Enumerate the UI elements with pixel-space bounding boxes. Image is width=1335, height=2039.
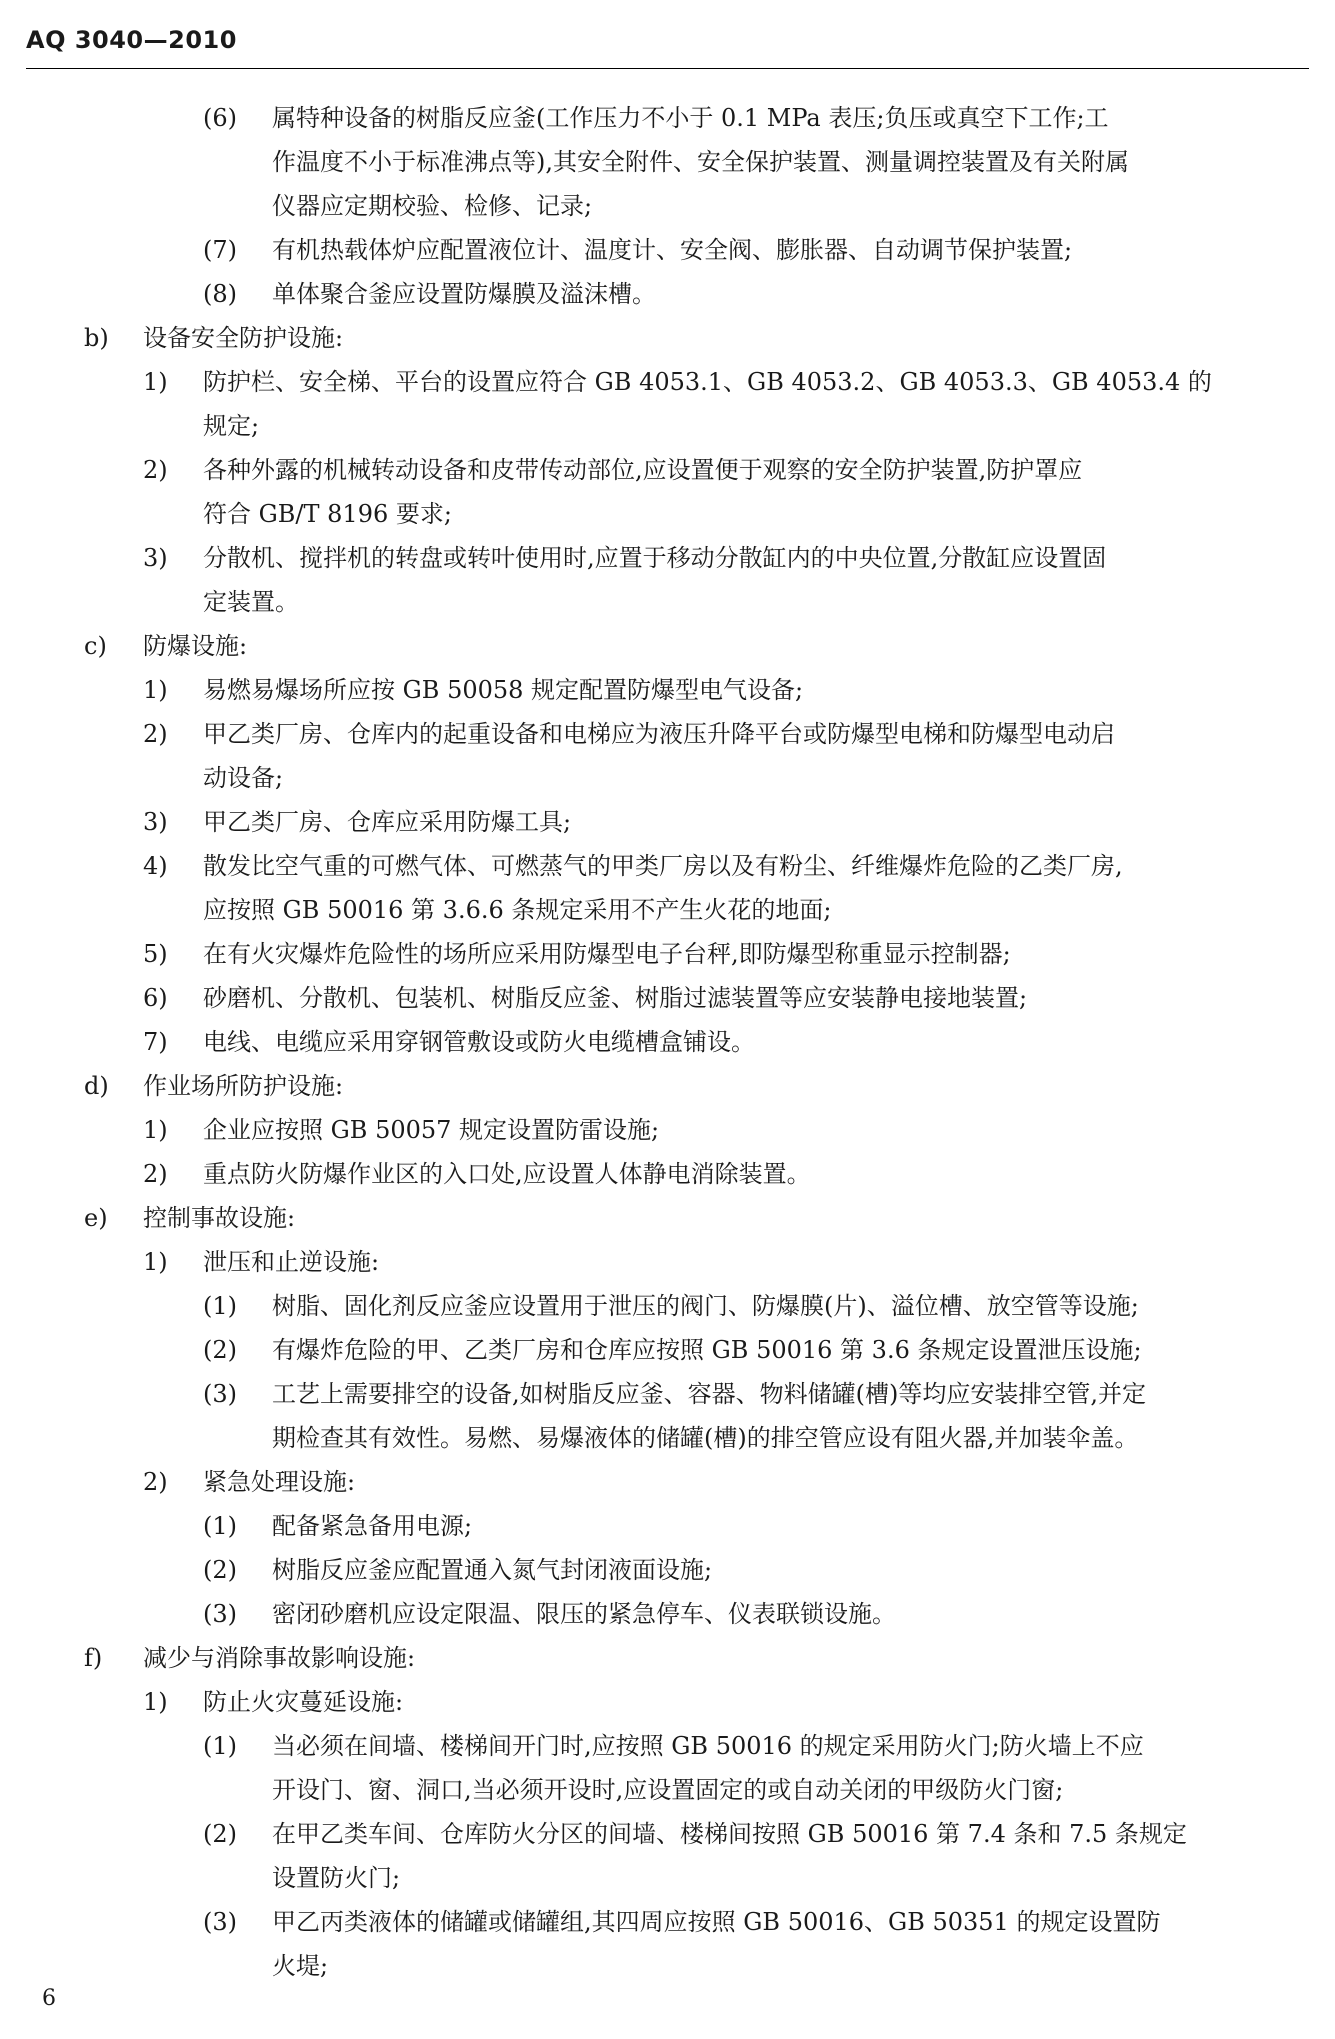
list-item-text: 甲乙丙类液体的储罐或储罐组,其四周应按照 GB 50016、GB 50351 的规定设置防 <box>272 1908 1161 1936</box>
text-line <box>0 1416 1335 1460</box>
list-item-text: 作业场所防护设施: <box>143 1072 344 1100</box>
list-item-text: 期检查其有效性。易燃、易爆液体的储罐(槽)的排空管应设有阻火器,并加装伞盖。 <box>272 1424 1139 1452</box>
text-line <box>0 1240 1335 1284</box>
list-marker: 7) <box>143 1028 168 1056</box>
text-line <box>0 1460 1335 1504</box>
text-line <box>0 184 1335 228</box>
list-marker: 2) <box>143 456 168 484</box>
list-item-text: 易燃易爆场所应按 GB 50058 规定配置防爆型电气设备; <box>203 676 804 704</box>
text-line <box>0 756 1335 800</box>
list-item-text: 开设门、窗、洞口,当必须开设时,应设置固定的或自动关闭的甲级防火门窗; <box>272 1776 1064 1804</box>
header-rule <box>26 68 1309 69</box>
list-marker: 2) <box>143 720 168 748</box>
list-marker: (1) <box>203 1512 237 1540</box>
text-line <box>0 360 1335 404</box>
list-item-text: 减少与消除事故影响设施: <box>143 1644 416 1672</box>
list-item-text: 有机热载体炉应配置液位计、温度计、安全阀、膨胀器、自动调节保护装置; <box>272 236 1073 264</box>
text-line <box>0 1064 1335 1108</box>
list-marker: 1) <box>143 1116 168 1144</box>
list-item-text: 应按照 GB 50016 第 3.6.6 条规定采用不产生火花的地面; <box>203 896 832 924</box>
list-marker: 3) <box>143 808 168 836</box>
list-marker: (1) <box>203 1292 237 1320</box>
text-line <box>0 1856 1335 1900</box>
list-marker: (8) <box>203 280 237 308</box>
list-item-text: 重点防火防爆作业区的入口处,应设置人体静电消除装置。 <box>203 1160 811 1188</box>
list-item-text: 火堤; <box>272 1952 329 1980</box>
text-line <box>0 1812 1335 1856</box>
list-marker: (2) <box>203 1556 237 1584</box>
text-line <box>0 140 1335 184</box>
text-line <box>0 404 1335 448</box>
text-line <box>0 1020 1335 1064</box>
text-line <box>0 228 1335 272</box>
text-line <box>0 448 1335 492</box>
list-item-text: 树脂、固化剂反应釜应设置用于泄压的阀门、防爆膜(片)、溢位槽、放空管等设施; <box>272 1292 1139 1320</box>
text-line <box>0 1724 1335 1768</box>
list-item-text: 配备紧急备用电源; <box>272 1512 473 1540</box>
list-item-text: 防护栏、安全梯、平台的设置应符合 GB 4053.1、GB 4053.2、GB 4053.3、GB 4053.4 的 <box>203 368 1212 396</box>
text-line <box>0 1504 1335 1548</box>
list-item-text: 散发比空气重的可燃气体、可燃蒸气的甲类厂房以及有粉尘、纤维爆炸危险的乙类厂房, <box>203 852 1123 880</box>
list-marker: 1) <box>143 676 168 704</box>
list-item-text: 防爆设施: <box>143 632 248 660</box>
list-item-text: 设置防火门; <box>272 1864 401 1892</box>
text-line <box>0 844 1335 888</box>
list-marker: 1) <box>143 368 168 396</box>
list-item-text: 控制事故设施: <box>143 1204 296 1232</box>
text-line <box>0 1196 1335 1240</box>
text-line <box>0 1680 1335 1724</box>
text-line <box>0 712 1335 756</box>
list-marker: e) <box>84 1204 108 1232</box>
list-item-text: 有爆炸危险的甲、乙类厂房和仓库应按照 GB 50016 第 3.6 条规定设置泄压设施; <box>272 1336 1142 1364</box>
text-line <box>0 492 1335 536</box>
list-marker: d) <box>84 1072 109 1100</box>
list-item-text: 作温度不小于标准沸点等),其安全附件、安全保护装置、测量调控装置及有关附属 <box>272 148 1129 176</box>
text-line <box>0 1152 1335 1196</box>
list-marker: 6) <box>143 984 168 1012</box>
list-item-text: 当必须在间墙、楼梯间开门时,应按照 GB 50016 的规定采用防火门;防火墙上不应 <box>272 1732 1144 1760</box>
list-marker: 2) <box>143 1468 168 1496</box>
text-line <box>0 272 1335 316</box>
list-item-text: 企业应按照 GB 50057 规定设置防雷设施; <box>203 1116 660 1144</box>
text-line <box>0 536 1335 580</box>
list-item-text: 设备安全防护设施: <box>143 324 344 352</box>
text-line <box>0 1592 1335 1636</box>
list-marker: 1) <box>143 1688 168 1716</box>
list-item-text: 动设备; <box>203 764 284 792</box>
list-item-text: 各种外露的机械转动设备和皮带传动部位,应设置便于观察的安全防护装置,防护罩应 <box>203 456 1083 484</box>
text-line <box>0 624 1335 668</box>
list-item-text: 定装置。 <box>203 588 299 616</box>
list-item-text: 在有火灾爆炸危险性的场所应采用防爆型电子台秤,即防爆型称重显示控制器; <box>203 940 1011 968</box>
text-line <box>0 800 1335 844</box>
list-item-text: 分散机、搅拌机的转盘或转叶使用时,应置于移动分散缸内的中央位置,分散缸应设置固 <box>203 544 1107 572</box>
list-item-text: 规定; <box>203 412 260 440</box>
document-body <box>0 96 1335 1988</box>
list-marker: 4) <box>143 852 168 880</box>
list-item-text: 符合 GB/T 8196 要求; <box>203 500 452 528</box>
list-marker: 5) <box>143 940 168 968</box>
text-line <box>0 668 1335 712</box>
list-marker: 2) <box>143 1160 168 1188</box>
list-marker: (3) <box>203 1380 237 1408</box>
list-item-text: 泄压和止逆设施: <box>203 1248 380 1276</box>
list-marker: (6) <box>203 104 237 132</box>
list-item-text: 甲乙类厂房、仓库内的起重设备和电梯应为液压升降平台或防爆型电梯和防爆型电动启 <box>203 720 1115 748</box>
list-item-text: 防止火灾蔓延设施: <box>203 1688 404 1716</box>
list-item-text: 密闭砂磨机应设定限温、限压的紧急停车、仪表联锁设施。 <box>272 1600 896 1628</box>
text-line <box>0 1108 1335 1152</box>
list-item-text: 单体聚合釜应设置防爆膜及溢沫槽。 <box>272 280 656 308</box>
list-item-text: 电线、电缆应采用穿钢管敷设或防火电缆槽盒铺设。 <box>203 1028 755 1056</box>
list-item-text: 紧急处理设施: <box>203 1468 356 1496</box>
text-line <box>0 888 1335 932</box>
list-marker: f) <box>84 1644 103 1672</box>
text-line <box>0 1284 1335 1328</box>
text-line <box>0 1548 1335 1592</box>
text-line <box>0 1372 1335 1416</box>
standard-code-header: AQ 3040—2010 <box>26 26 237 54</box>
list-marker: (7) <box>203 236 237 264</box>
text-line <box>0 316 1335 360</box>
text-line <box>0 96 1335 140</box>
list-marker: 3) <box>143 544 168 572</box>
list-item-text: 仪器应定期校验、检修、记录; <box>272 192 593 220</box>
list-marker: (2) <box>203 1820 237 1848</box>
text-line <box>0 976 1335 1020</box>
text-line <box>0 1328 1335 1372</box>
list-marker: 1) <box>143 1248 168 1276</box>
text-line <box>0 1900 1335 1944</box>
list-item-text: 砂磨机、分散机、包装机、树脂反应釜、树脂过滤装置等应安装静电接地装置; <box>203 984 1028 1012</box>
list-item-text: 甲乙类厂房、仓库应采用防爆工具; <box>203 808 572 836</box>
text-line <box>0 1768 1335 1812</box>
page-number: 6 <box>42 1986 56 2011</box>
text-line <box>0 1636 1335 1680</box>
list-item-text: 属特种设备的树脂反应釜(工作压力不小于 0.1 MPa 表压;负压或真空下工作;工 <box>272 104 1109 132</box>
text-line <box>0 932 1335 976</box>
text-line <box>0 580 1335 624</box>
list-marker: (1) <box>203 1732 237 1760</box>
list-marker: (2) <box>203 1336 237 1364</box>
text-line <box>0 1944 1335 1988</box>
list-marker: c) <box>84 632 107 660</box>
list-item-text: 树脂反应釜应配置通入氮气封闭液面设施; <box>272 1556 713 1584</box>
list-marker: b) <box>84 324 109 352</box>
list-item-text: 在甲乙类车间、仓库防火分区的间墙、楼梯间按照 GB 50016 第 7.4 条和 7.5 条规定 <box>272 1820 1187 1848</box>
list-marker: (3) <box>203 1908 237 1936</box>
list-item-text: 工艺上需要排空的设备,如树脂反应釜、容器、物料储罐(槽)等均应安装排空管,并定 <box>272 1380 1146 1408</box>
list-marker: (3) <box>203 1600 237 1628</box>
